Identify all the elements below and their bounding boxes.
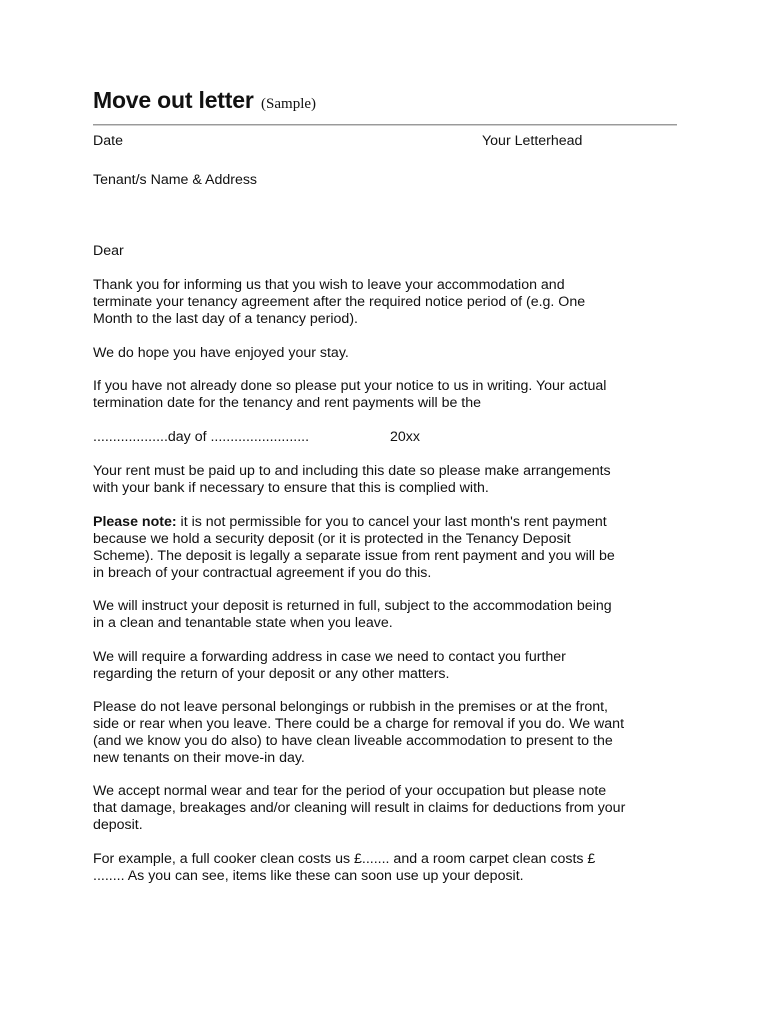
paragraph-please-note bbox=[93, 514, 693, 582]
paragraph-line: We will instruct your deposit is returned in full, subject to the accommodation being bbox=[93, 598, 612, 614]
paragraph-line: because we hold a security deposit (or it is protected in the Tenancy Deposit bbox=[93, 531, 571, 547]
title-text: Move out letter bbox=[93, 87, 254, 113]
letterhead-label: Your Letterhead bbox=[482, 133, 583, 149]
paragraph-intro bbox=[93, 277, 693, 328]
paragraph-line: deposit. bbox=[93, 817, 143, 833]
paragraph-rent bbox=[93, 463, 693, 497]
paragraph-deposit bbox=[93, 598, 693, 632]
salutation: Dear bbox=[93, 243, 124, 259]
please-note-text: it is not permissible for you to cancel your last month's rent payment bbox=[176, 514, 607, 530]
paragraph-line: in breach of your contractual agreement if you do this. bbox=[93, 565, 432, 581]
paragraph-line: side or rear when you leave. There could be a charge for removal if you do. We want bbox=[93, 716, 625, 732]
paragraph-line: new tenants on their move-in day. bbox=[93, 750, 305, 766]
paragraph-line: in a clean and tenantable state when you leave. bbox=[93, 615, 393, 631]
please-note-label: Please note: bbox=[93, 514, 177, 530]
paragraph-line: termination date for the tenancy and rent payments will be the bbox=[93, 395, 482, 411]
paragraph-notice bbox=[93, 378, 693, 412]
paragraph-line: Scheme). The deposit is legally a separate issue from rent payment and you will be bbox=[93, 548, 615, 564]
paragraph-line: If you have not already done so please put your notice to us in writing. Your actual bbox=[93, 378, 607, 394]
paragraph-line: Please do not leave personal belongings or rubbish in the premises or at the front, bbox=[93, 699, 609, 715]
paragraph-line bbox=[93, 514, 693, 531]
paragraph-line: We will require a forwarding address in case we need to contact you further bbox=[93, 649, 566, 665]
title-subtitle: (Sample) bbox=[261, 96, 317, 112]
paragraph-line: terminate your tenancy agreement after the required notice period of (e.g. One bbox=[93, 294, 586, 310]
termination-date-fill: ...................day of ......................... bbox=[93, 429, 310, 445]
paragraph-line: that damage, breakages and/or cleaning will result in claims for deductions from your bbox=[93, 800, 626, 816]
paragraph-wear-and-tear bbox=[93, 783, 693, 834]
paragraph-line: Thank you for informing us that you wish to leave your accommodation and bbox=[93, 277, 565, 293]
paragraph-line: (and we know you do also) to have clean liveable accommodation to present to the bbox=[93, 733, 613, 749]
paragraph-line: regarding the return of your deposit or any other matters. bbox=[93, 666, 450, 682]
page-title bbox=[93, 87, 316, 114]
paragraph-line: We accept normal wear and tear for the period of your occupation but please note bbox=[93, 783, 607, 799]
paragraph-forwarding bbox=[93, 649, 693, 683]
termination-year: 20xx bbox=[390, 429, 420, 445]
paragraph-line: ........ As you can see, items like these can soon use up your deposit. bbox=[93, 868, 524, 884]
paragraph-line: For example, a full cooker clean costs us £....... and a room carpet clean costs £ bbox=[93, 851, 596, 867]
paragraph-belongings bbox=[93, 699, 693, 767]
paragraph-line: with your bank if necessary to ensure that this is complied with. bbox=[93, 480, 489, 496]
paragraph-example bbox=[93, 851, 693, 885]
paragraph-line: Your rent must be paid up to and including this date so please make arrangements bbox=[93, 463, 611, 479]
tenant-address-label: Tenant/s Name & Address bbox=[93, 172, 258, 188]
paragraph-enjoyed: We do hope you have enjoyed your stay. bbox=[93, 345, 349, 361]
paragraph-line: Month to the last day of a tenancy period). bbox=[93, 311, 358, 327]
title-divider bbox=[93, 124, 677, 126]
date-label: Date bbox=[93, 133, 123, 149]
